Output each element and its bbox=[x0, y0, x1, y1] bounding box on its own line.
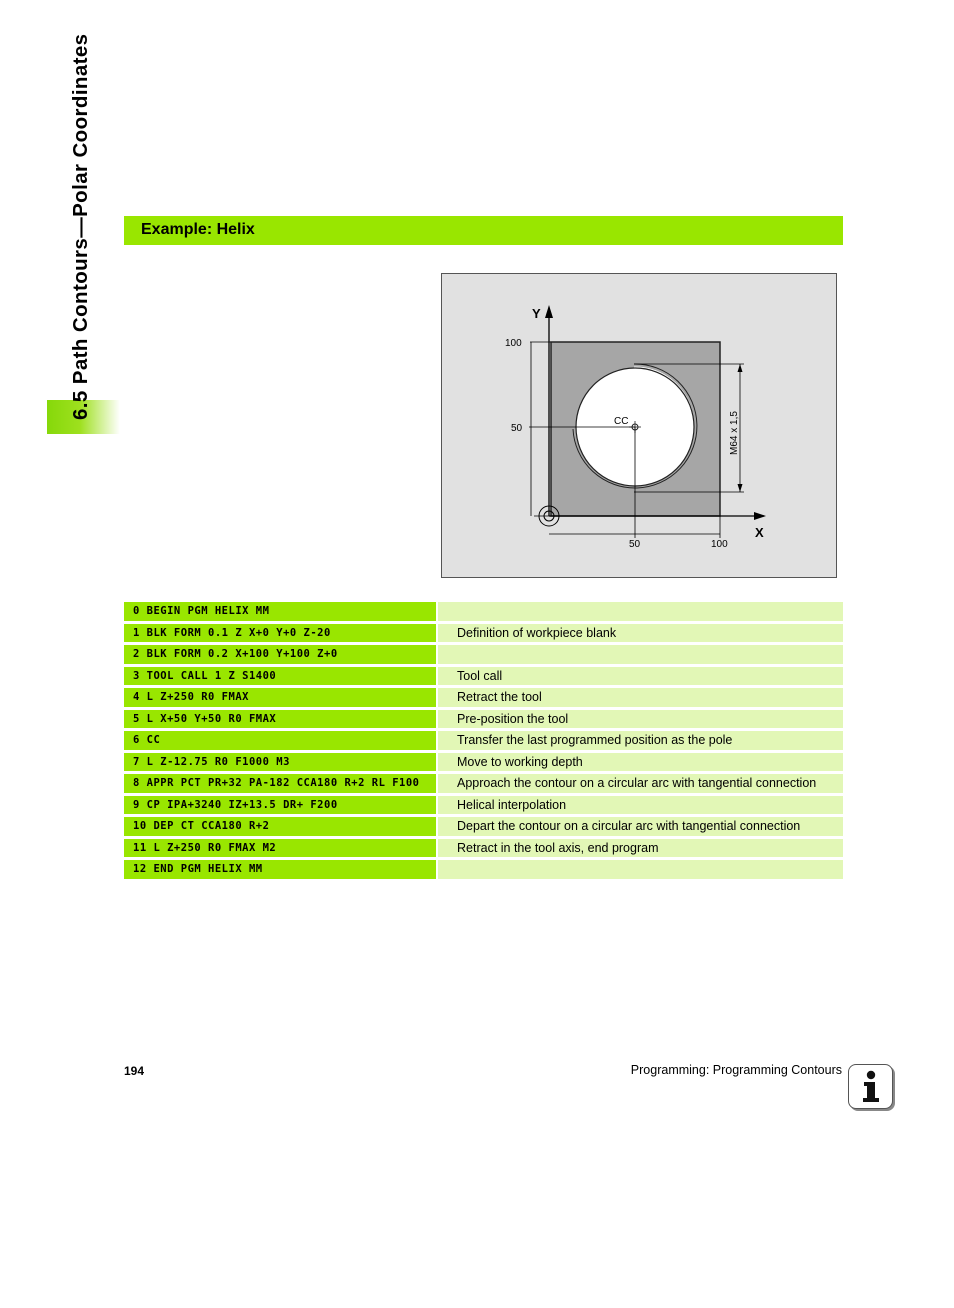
thread-label: M64 x 1,5 bbox=[729, 411, 740, 455]
program-row bbox=[124, 839, 843, 858]
nc-block-description: Approach the contour on a circular arc with tangential connection bbox=[438, 774, 843, 793]
nc-block-description bbox=[438, 860, 843, 879]
nc-block-description: Retract in the tool axis, end program bbox=[438, 839, 843, 858]
nc-block-description: Helical interpolation bbox=[438, 796, 843, 815]
nc-block-code: 11 L Z+250 R0 FMAX M2 bbox=[124, 839, 436, 858]
y-axis-label: Y bbox=[532, 306, 541, 321]
section-header bbox=[124, 216, 843, 245]
program-row bbox=[124, 688, 843, 707]
program-row bbox=[124, 710, 843, 729]
nc-block-code: 1 BLK FORM 0.1 Z X+0 Y+0 Z-20 bbox=[124, 624, 436, 643]
x-axis-arrow-icon bbox=[754, 512, 766, 520]
nc-block-code: 2 BLK FORM 0.2 X+100 Y+100 Z+0 bbox=[124, 645, 436, 664]
nc-block-code: 9 CP IPA+3240 IZ+13.5 DR+ F200 bbox=[124, 796, 436, 815]
y-axis-arrow-icon bbox=[545, 305, 553, 318]
program-row bbox=[124, 624, 843, 643]
nc-block-code: 7 L Z-12.75 R0 F1000 M3 bbox=[124, 753, 436, 772]
page-number: 194 bbox=[124, 1064, 145, 1078]
info-icon bbox=[848, 1064, 893, 1109]
program-row bbox=[124, 860, 843, 879]
y-tick-label: 50 bbox=[511, 423, 523, 434]
nc-block-code: 6 CC bbox=[124, 731, 436, 750]
y-tick-label: 100 bbox=[505, 338, 522, 349]
nc-block-code: 0 BEGIN PGM HELIX MM bbox=[124, 602, 436, 621]
program-row bbox=[124, 774, 843, 793]
program-row bbox=[124, 645, 843, 664]
program-row bbox=[124, 602, 843, 621]
nc-block-description: Pre-position the tool bbox=[438, 710, 843, 729]
center-label: CC bbox=[614, 416, 629, 427]
nc-block-description: Transfer the last programmed position as the pole bbox=[438, 731, 843, 750]
x-tick-label: 100 bbox=[711, 539, 728, 550]
chapter-title: 6.5 Path Contours—Polar Coordinates bbox=[69, 33, 92, 420]
nc-block-description: Definition of workpiece blank bbox=[438, 624, 843, 643]
program-row bbox=[124, 796, 843, 815]
nc-block-code: 10 DEP CT CCA180 R+2 bbox=[124, 817, 436, 836]
helix-figure bbox=[441, 273, 837, 578]
program-table bbox=[124, 599, 843, 882]
section-title: Example: Helix bbox=[141, 221, 255, 238]
program-row bbox=[124, 817, 843, 836]
footer-text: Programming: Programming Contours bbox=[630, 1063, 842, 1077]
nc-block-description: Depart the contour on a circular arc with tangential connection bbox=[438, 817, 843, 836]
nc-block-description: Move to working depth bbox=[438, 753, 843, 772]
nc-block-description bbox=[438, 645, 843, 664]
nc-block-description: Tool call bbox=[438, 667, 843, 686]
x-tick-label: 50 bbox=[629, 539, 641, 550]
nc-block-code: 5 L X+50 Y+50 R0 FMAX bbox=[124, 710, 436, 729]
program-row bbox=[124, 731, 843, 750]
nc-block-code: 12 END PGM HELIX MM bbox=[124, 860, 436, 879]
program-row bbox=[124, 753, 843, 772]
nc-block-code: 8 APPR PCT PR+32 PA-182 CCA180 R+2 RL F100 bbox=[124, 774, 436, 793]
nc-block-code: 3 TOOL CALL 1 Z S1400 bbox=[124, 667, 436, 686]
nc-block-description: Retract the tool bbox=[438, 688, 843, 707]
program-row bbox=[124, 667, 843, 686]
helix-drawing bbox=[442, 274, 836, 577]
nc-block-code: 4 L Z+250 R0 FMAX bbox=[124, 688, 436, 707]
x-axis-label: X bbox=[755, 525, 764, 540]
nc-block-description bbox=[438, 602, 843, 621]
